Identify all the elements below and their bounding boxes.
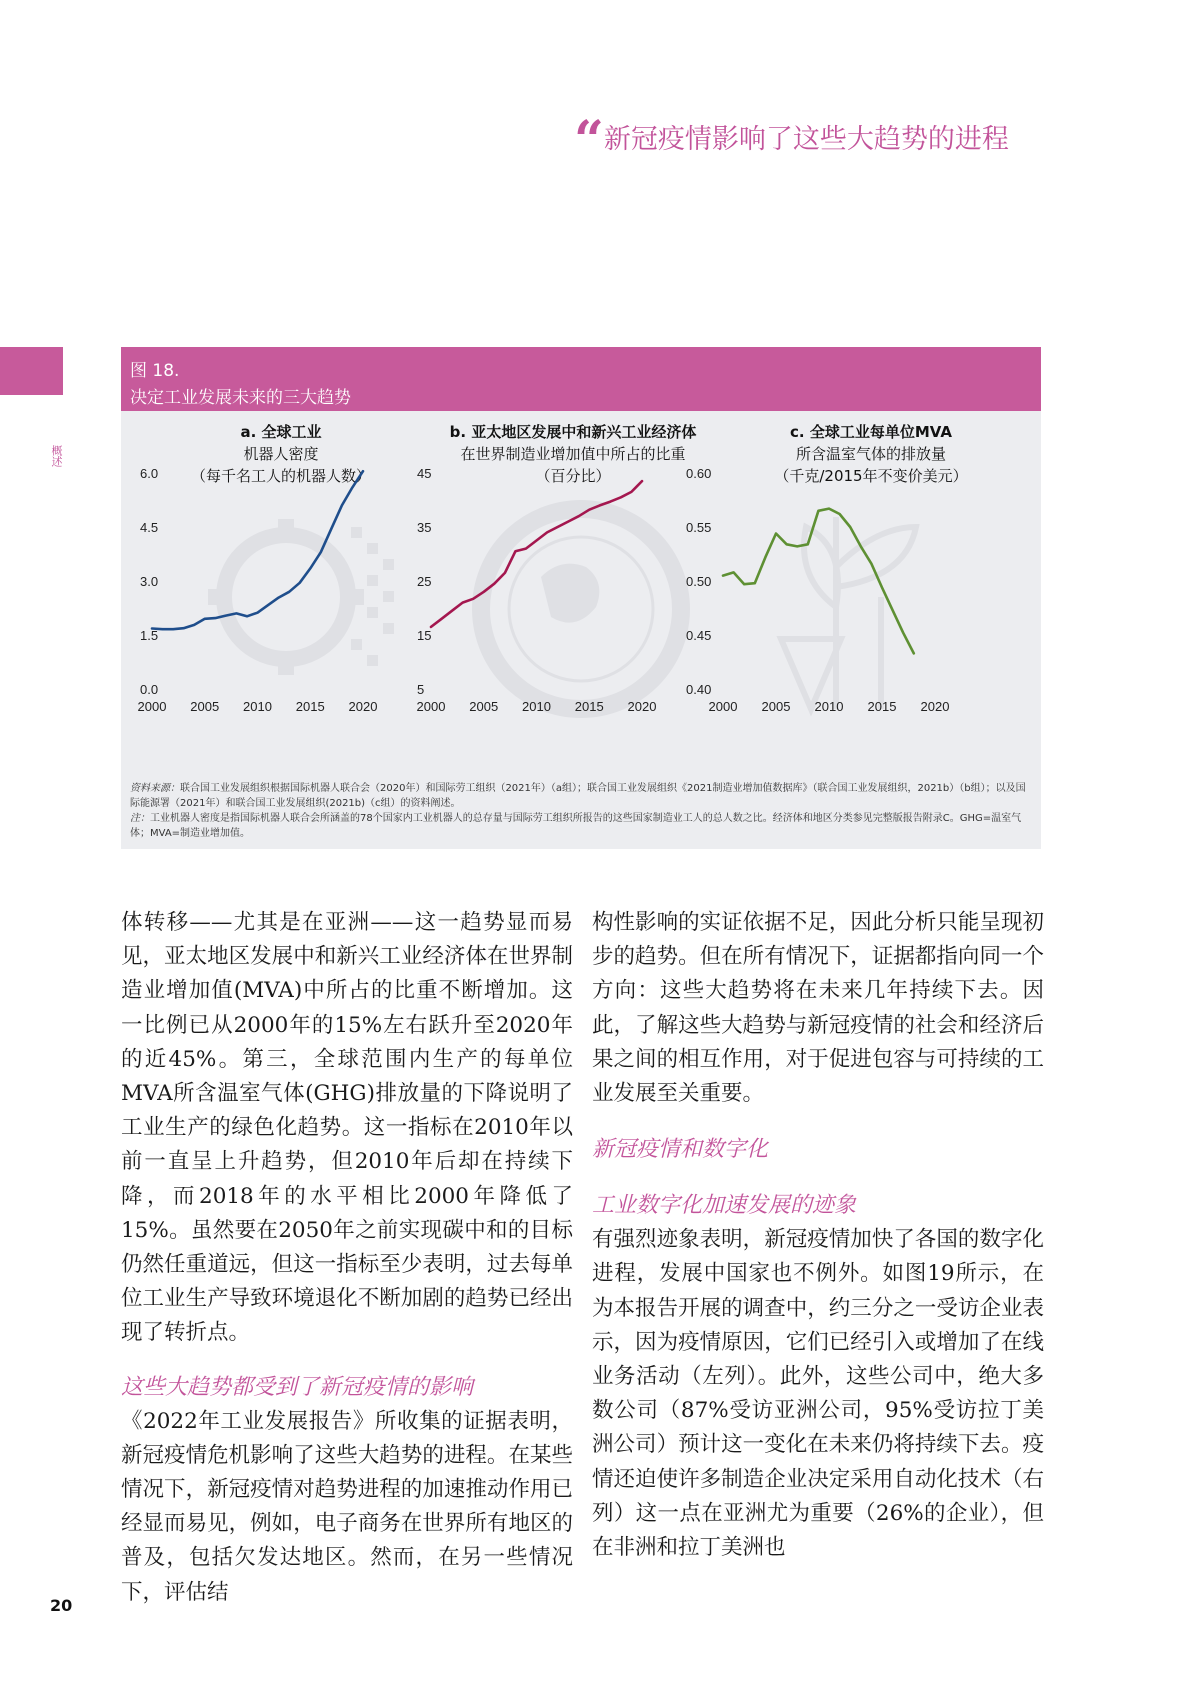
chart-panel-2 bbox=[686, 466, 949, 714]
x-tick-label: 2000 bbox=[416, 699, 446, 714]
subsection-heading: 工业数字化加速发展的迹象 bbox=[592, 1193, 857, 1219]
series-line bbox=[723, 509, 914, 654]
y-tick-label: 0.45 bbox=[686, 628, 712, 643]
x-tick-label: 2020 bbox=[627, 699, 657, 714]
source-note bbox=[130, 781, 1030, 811]
figure-number: 图 18. bbox=[130, 361, 180, 381]
body-column-right bbox=[592, 906, 1044, 1565]
quote-mark-icon: “ bbox=[574, 110, 598, 171]
paragraph: 《2022年工业发展报告》所收集的证据表明，新冠疫情危机影响了这些大趋势的进程。在某些情况下，新冠疫情对趋势进程的加速推动作用已经显而易见，例如，电子商务在世界所有地区的普及，包括欠发达地区。然而，在另一些情况下，评估结 bbox=[121, 1408, 573, 1605]
x-tick-label: 2015 bbox=[295, 699, 325, 714]
body-column-left bbox=[121, 906, 573, 1610]
section-tab bbox=[0, 347, 63, 395]
section-heading: 新冠疫情和数字化 bbox=[592, 1137, 769, 1163]
panel-a-title-line-3: （每千名工人的机器人数） bbox=[190, 467, 371, 485]
y-tick-label: 1.5 bbox=[140, 628, 159, 643]
series-line bbox=[152, 471, 363, 629]
section-label: 概述 bbox=[50, 445, 63, 467]
note-text: 工业机器人密度是指国际机器人联合会所涵盖的78个国家内工业机器人的总存量与国际劳工组织所报告的这些国家制造业工人的总人数之比。经济体和地区分类参见完整版报告附录C。GHG=温室气体；MVA=制造业增加值。 bbox=[130, 813, 1022, 839]
x-tick-label: 2005 bbox=[469, 699, 499, 714]
paragraph: 有强烈迹象表明，新冠疫情加快了各国的数字化进程，发展中国家也不例外。如图19所示，在为本报告开展的调查中，约三分之一受访企业表示，因为疫情原因，它们已经引入或增加了在线业务活动（左列）。此外，这些公司中，绝大多数公司（87%受访亚洲公司，95%受访拉丁美洲公司）预计这一变化在未来仍将持续下去。疫情还迫使许多制造企业决定采用自动化技术（右列）这一点在亚洲尤为重要（26%的企业），但在非洲和拉丁美洲也 bbox=[592, 1227, 1044, 1561]
y-tick-label: 0.55 bbox=[686, 520, 712, 535]
panel-c-title-line-3: （千克/2015年不变价美元） bbox=[774, 467, 968, 485]
x-tick-label: 2020 bbox=[920, 699, 950, 714]
page-number: 20 bbox=[50, 1596, 73, 1615]
source-text: 联合国工业发展组织根据国际机器人联合会（2020年）和国际劳工组织（2021年）（a组）；联合国工业发展组织《2021制造业增加值数据库》（联合国工业发展组织，2021b）（b组）；以及国际能源署（2021年）和联合国工业发展组织(2021b)（c组）的资料阐述。 bbox=[130, 783, 1026, 809]
chart-panel-1 bbox=[417, 466, 657, 714]
y-tick-label: 0.0 bbox=[140, 682, 159, 697]
panel-c-title-line-2: 所含温室气体的排放量 bbox=[795, 445, 946, 463]
figure-title: 决定工业发展未来的三大趋势 bbox=[130, 388, 351, 408]
x-tick-label: 2020 bbox=[348, 699, 378, 714]
section-heading: 这些大趋势都受到了新冠疫情的影响 bbox=[121, 1374, 474, 1400]
panel-a-title-line-2: 机器人密度 bbox=[243, 445, 319, 463]
y-tick-label: 0.60 bbox=[686, 466, 712, 481]
x-tick-label: 2005 bbox=[761, 699, 791, 714]
panel-b-title-line-3: （百分比） bbox=[535, 467, 611, 485]
y-tick-label: 5 bbox=[417, 682, 425, 697]
series-line bbox=[431, 481, 642, 627]
y-tick-label: 35 bbox=[417, 520, 432, 535]
paragraph: 构性影响的实证依据不足，因此分析只能呈现初步的趋势。但在所有情况下，证据都指向同一个方向：这些大趋势将在未来几年持续下去。因此，了解这些大趋势与新冠疫情的社会和经济后果之间的相互作用，对于促进包容与可持续的工业发展至关重要。 bbox=[592, 910, 1044, 1107]
panel-b-title-line-1: b. 亚太地区发展中和新兴工业经济体 bbox=[449, 423, 697, 441]
x-tick-label: 2010 bbox=[522, 699, 551, 714]
pull-quote-text: 新冠疫情影响了这些大趋势的进程 bbox=[603, 124, 1009, 155]
charts-area bbox=[121, 347, 1041, 781]
y-tick-label: 3.0 bbox=[140, 574, 159, 589]
x-tick-label: 2000 bbox=[137, 699, 167, 714]
y-tick-label: 45 bbox=[417, 466, 432, 481]
panel-b-title-line-2: 在世界制造业增加值中所占的比重 bbox=[460, 445, 686, 463]
note-label: 注： bbox=[130, 813, 150, 824]
figure-18 bbox=[121, 347, 1041, 849]
source-label: 资料来源： bbox=[130, 783, 180, 794]
pull-quote bbox=[574, 110, 1009, 171]
y-tick-label: 0.50 bbox=[686, 574, 712, 589]
x-tick-label: 2015 bbox=[574, 699, 604, 714]
x-tick-label: 2010 bbox=[243, 699, 272, 714]
x-tick-label: 2010 bbox=[814, 699, 844, 714]
y-tick-label: 25 bbox=[417, 574, 432, 589]
y-tick-label: 6.0 bbox=[140, 466, 159, 481]
panel-c-title-line-1: c. 全球工业每单位MVA bbox=[790, 423, 952, 441]
definition-note bbox=[130, 811, 1030, 841]
x-tick-label: 2005 bbox=[190, 699, 220, 714]
y-tick-label: 0.40 bbox=[686, 682, 712, 697]
chart-panel-0 bbox=[138, 466, 378, 714]
figure-notes bbox=[130, 781, 1030, 841]
panel-a-title-line-1: a. 全球工业 bbox=[240, 423, 322, 441]
y-tick-label: 15 bbox=[417, 628, 432, 643]
y-tick-label: 4.5 bbox=[140, 520, 159, 535]
x-tick-label: 2015 bbox=[867, 699, 897, 714]
paragraph: 体转移——尤其是在亚洲——这一趋势显而易见，亚太地区发展中和新兴工业经济体在世界制造业增加值(MVA)中所占的比重不断增加。这一比例已从2000年的15%左右跃升至2020年的近45%。第三，全球范围内生产的每单位MVA所含温室气体(GHG)排放量的下降说明了工业生产的绿色化趋势。这一指标在2010年以前一直呈上升趋势，但2010年后却在持续下降，而2018年的水平相比2000年降低了15%。虽然要在2050年之前实现碳中和的目标仍然任重道远，但这一指标至少表明，过去每单位工业生产导致环境退化不断加剧的趋势已经出现了转折点。 bbox=[121, 910, 573, 1346]
x-tick-label: 2000 bbox=[708, 699, 738, 714]
